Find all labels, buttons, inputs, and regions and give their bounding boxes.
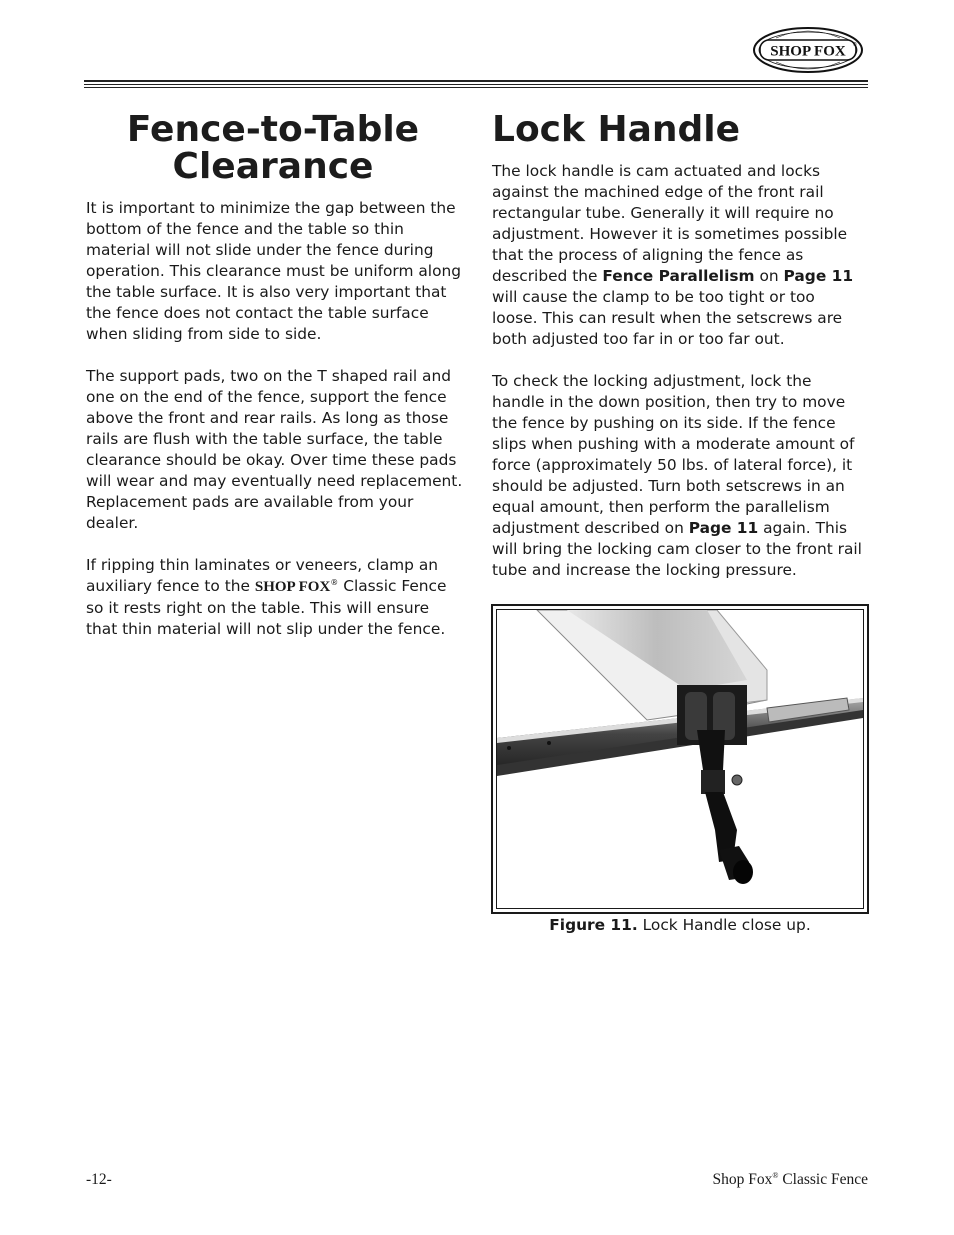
left-column-body — [86, 198, 464, 640]
figure-11-frame — [491, 604, 869, 914]
page-number: -12- — [86, 1171, 112, 1188]
figure-caption: Figure 11. Lock Handle close up. — [549, 916, 811, 934]
header-rule — [84, 84, 868, 85]
section-title-fence-to-table-clearance: Fence-to-Table Clearance — [126, 109, 420, 187]
svg-text:SHOP FOX: SHOP FOX — [770, 43, 846, 60]
paragraph: To check the locking adjustment, lock the handle in the down position, then try to move the fence by pushing on its side. If the fence slips when pushing with a moderate amount of force (approximately 50 lbs. of lateral force), it should be adjusted. Turn both setscrews in an equal amount, then perform the parallelism adjustment described on Page 11 again. This will bring the locking cam closer to the front rail tube and increase the locking pressure. — [492, 372, 862, 579]
paragraph: It is important to minimize the gap between the bottom of the fence and the table so thin material will not slide under the fence during operation. This clearance must be uniform along the table surface. It is also very important that the fence does not contact the table surface when sliding from side to side. — [86, 199, 462, 343]
header-rule — [84, 87, 868, 88]
svg-text:®: ® — [853, 42, 857, 48]
paragraph: The lock handle is cam actuated and locks against the machined edge of the front rail rectangular tube. Generally it will require no adjustment. However it is sometimes possible that the process of aligning the fence as described the Fence Parallelism on Page 11 will cause the clamp to be too tight or too loose. This can result when the setscrews are both adjusted too far in or too far out. — [492, 162, 854, 348]
brand-name: SHOP FOX — [254, 579, 331, 595]
shop-fox-logo — [752, 26, 864, 74]
paragraph: The support pads, two on the T shaped rail and one on the end of the fence, support the fence above the front and rear rails. As long as those rails are flush with the table surface, the table clearance should be okay. Over time these pads will wear and may eventually need replacement. Replacement pads are available from your dealer. — [86, 367, 463, 532]
right-column-body — [492, 161, 864, 581]
footer-product-name: Shop Fox® Classic Fence — [712, 1170, 868, 1188]
section-title-lock-handle: Lock Handle — [492, 109, 741, 150]
lock-handle-photo — [496, 609, 864, 909]
header-rule — [84, 80, 868, 82]
paragraph: If ripping thin laminates or veneers, clamp an auxiliary fence to the SHOP FOX® Classic Fence so it rests right on the table. This will ensure that thin material will not slip under the fence. — [86, 556, 447, 638]
